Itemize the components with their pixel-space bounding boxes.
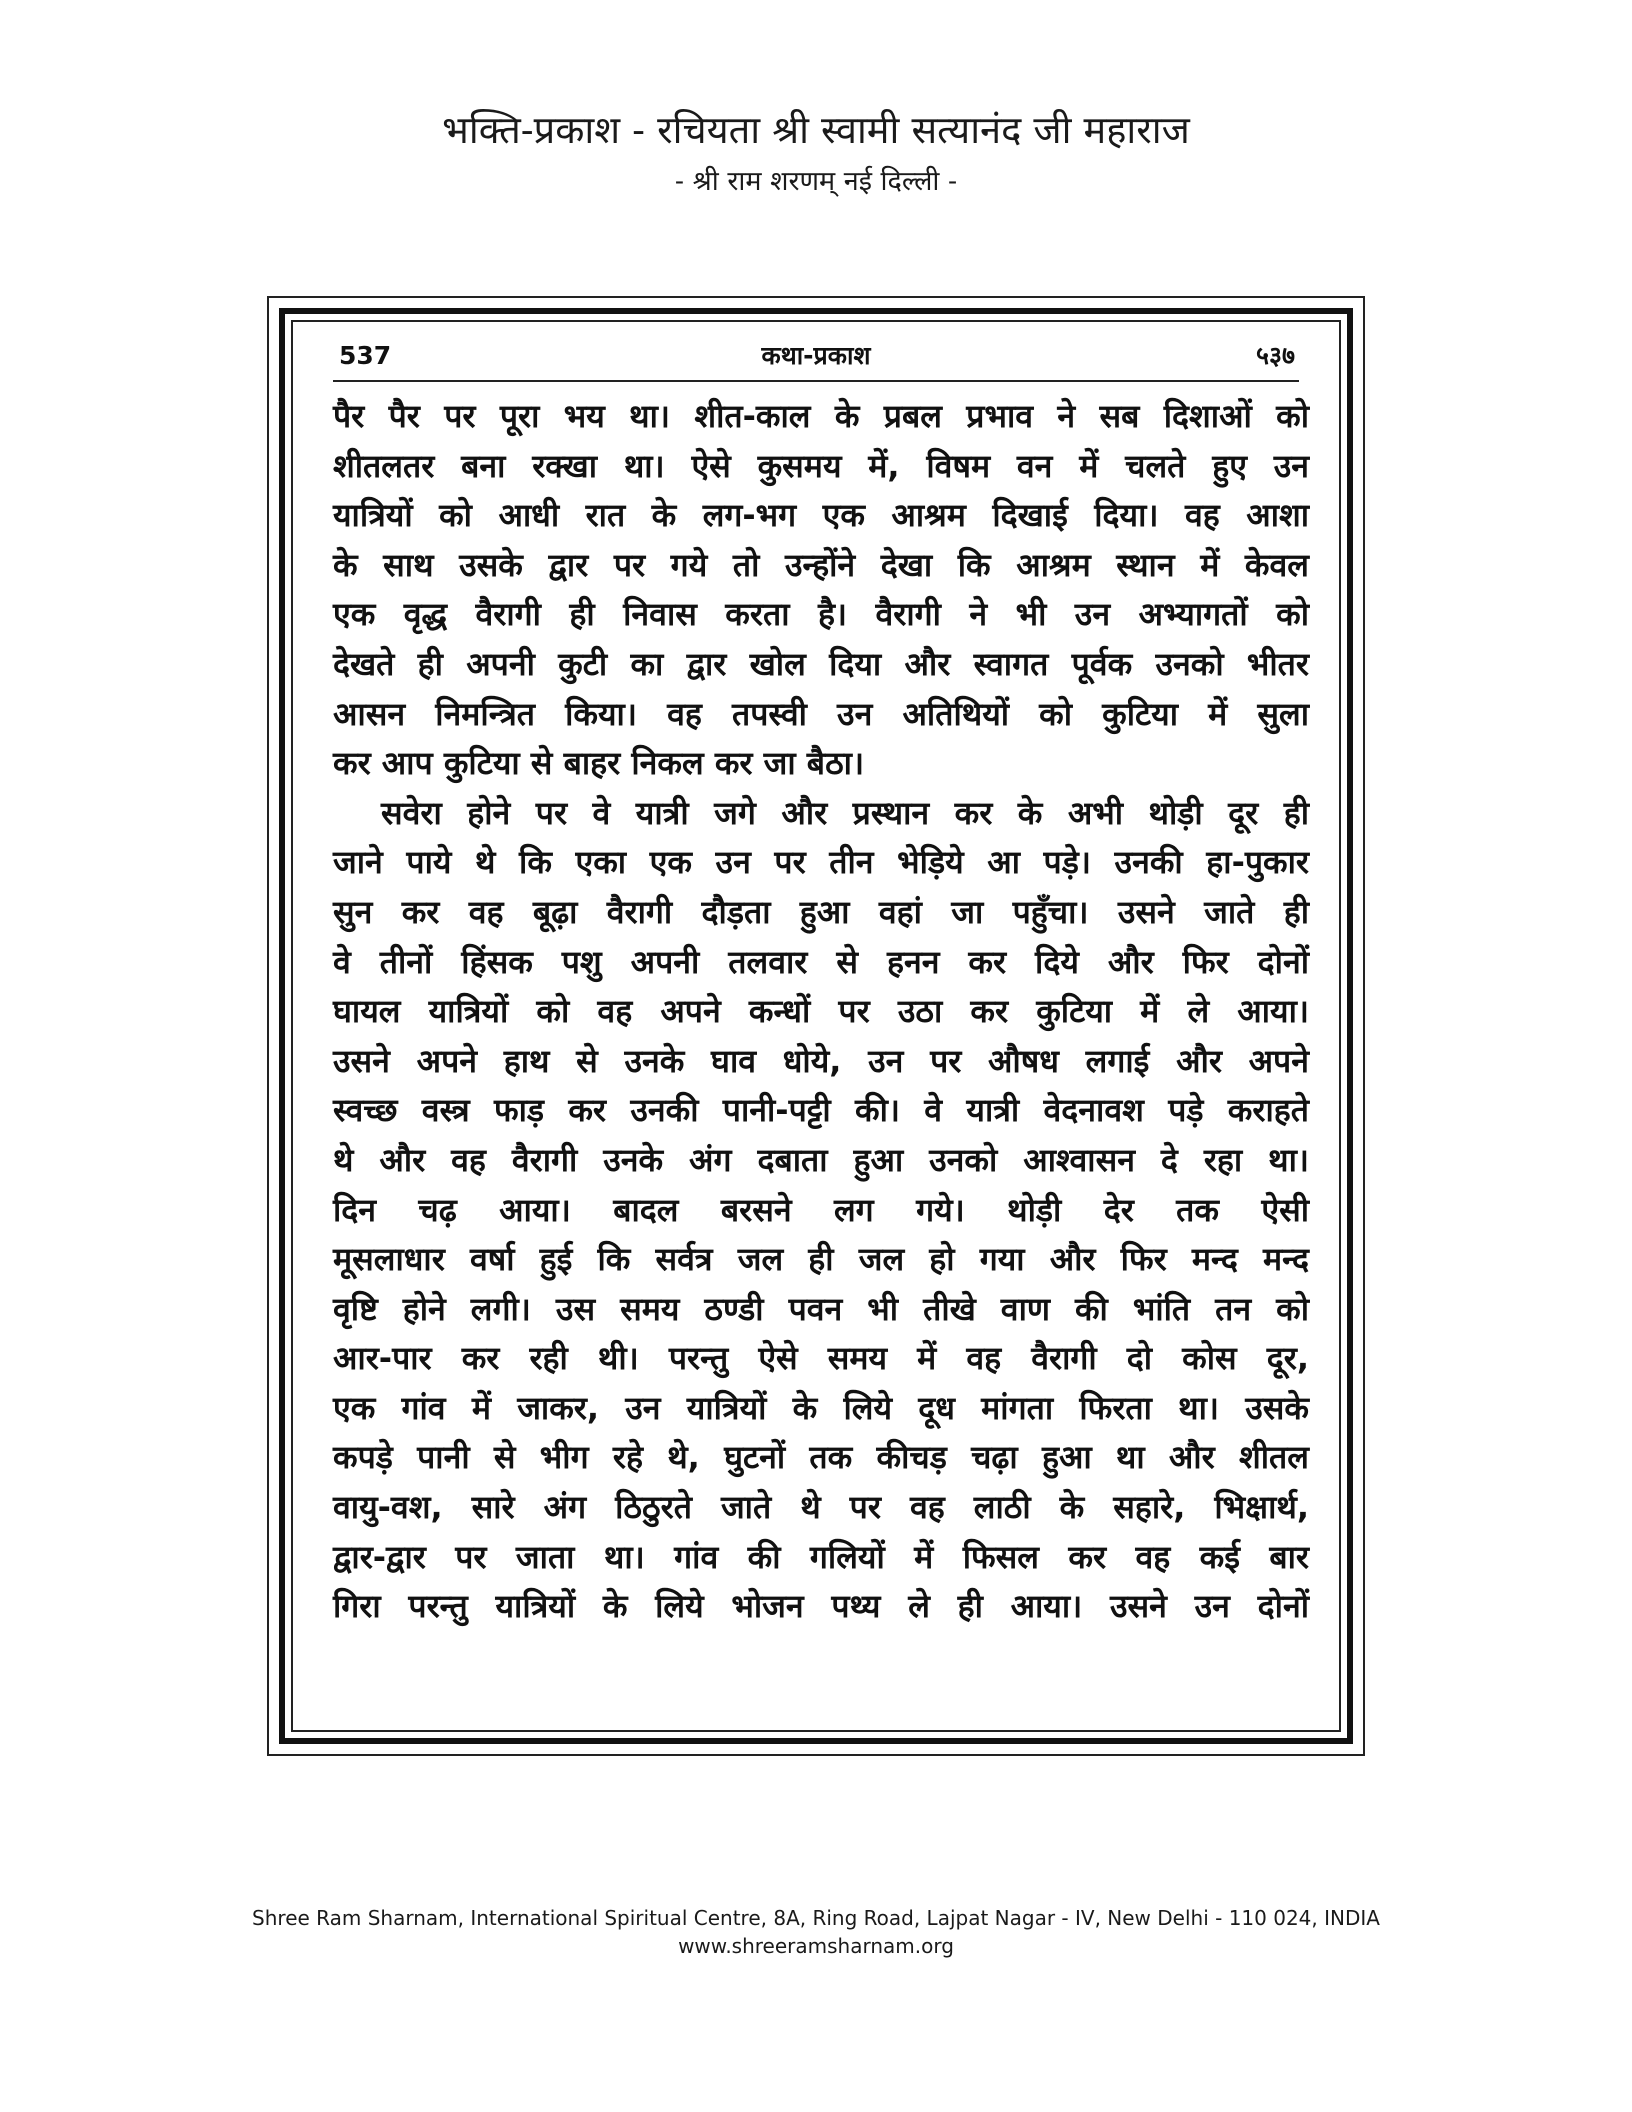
body-line: पैर पैर पर पूरा भय था। शीत-काल के प्रबल प्रभाव ने सब दिशाओं को	[333, 397, 1309, 435]
body-line: सवेरा होने पर वे यात्री जगे और प्रस्थान कर के अभी थोड़ी दूर ही	[381, 793, 1309, 832]
body-line: एक वृद्ध वैरागी ही निवास करता है। वैरागी ने भी उन अभ्यागतों को	[333, 595, 1309, 634]
body-line: मूसलाधार वर्षा हुई कि सर्वत्र जल ही जल हो गया और फिर मन्द मन्द	[333, 1240, 1309, 1279]
body-line: स्वच्छ वस्त्र फाड़ कर उनकी पानी-पट्टी की। वे यात्री वेदनावश पड़े कराहते	[333, 1091, 1309, 1130]
body-line: थे और वह वैरागी उनके अंग दबाता हुआ उनको आश्वासन दे रहा था।	[333, 1140, 1309, 1179]
body-line: के साथ उसके द्वार पर गये तो उन्होंने देखा कि आश्रम स्थान में केवल	[333, 545, 1309, 584]
body-line: आर-पार कर रही थी। परन्तु ऐसे समय में वह वैरागी दो कोस दूर,	[333, 1339, 1309, 1378]
body-line: यात्रियों को आधी रात के लग-भग एक आश्रम दिखाई दिया। वह आशा	[333, 496, 1309, 535]
body-line: शीतलतर बना रक्खा था। ऐसे कुसमय में, विषम वन में चलते हुए उन	[333, 446, 1309, 485]
body-line: जाने पाये थे कि एका एक उन पर तीन भेड़िये आ पड़े। उनकी हा-पुकार	[333, 843, 1309, 882]
body-line: वे तीनों हिंसक पशु अपनी तलवार से हनन कर दिये और फिर दोनों	[333, 942, 1309, 981]
page-number-arabic: 537	[339, 341, 392, 370]
document-header	[0, 104, 1632, 202]
page-frame	[267, 296, 1365, 1756]
body-line: सुन कर वह बूढ़ा वैरागी दौड़ता हुआ वहां जा पहुँचा। उसने जाते ही	[333, 892, 1309, 931]
footer-website: www.shreeramsharnam.org	[678, 1934, 954, 1958]
footer-address: Shree Ram Sharnam, International Spiritual Centre, 8A, Ring Road, Lajpat Nagar - IV, New Delhi - 110 024, INDIA	[252, 1906, 1380, 1930]
body-line: कपड़े पानी से भीग रहे थे, घुटनों तक कीचड़ चढ़ा हुआ था और शीतल	[333, 1438, 1309, 1477]
document-footer	[0, 1904, 1632, 1960]
body-line: वृष्टि होने लगी। उस समय ठण्डी पवन भी तीखे वाण की भांति तन को	[333, 1289, 1309, 1328]
body-line: वायु-वश, सारे अंग ठिठुरते जाते थे पर वह लाठी के सहारे, भिक्षार्थ,	[333, 1488, 1309, 1527]
publisher-subtitle: - श्री राम शरणम् नई दिल्ली -	[674, 166, 958, 197]
body-line: गिरा परन्तु यात्रियों के लिये भोजन पथ्य ले ही आया। उसने उन दोनों	[333, 1587, 1309, 1626]
page-number-devanagari: ५३७	[1255, 341, 1295, 370]
body-line: देखते ही अपनी कुटी का द्वार खोल दिया और स्वागत पूर्वक उनको भीतर	[333, 644, 1309, 683]
book-title: भक्ति-प्रकाश - रचियता श्री स्वामी सत्यानंद जी महाराज	[442, 108, 1190, 152]
body-line: कर आप कुटिया से बाहर निकल कर जा बैठा।	[333, 744, 865, 783]
page-content-box	[291, 320, 1341, 1732]
page-frame-inner-border	[279, 308, 1353, 1744]
body-text	[333, 392, 1309, 1632]
body-line: आसन निमन्त्रित किया। वह तपस्वी उन अतिथियों को कुटिया में सुला	[333, 694, 1309, 733]
body-line: द्वार-द्वार पर जाता था। गांव की गलियों में फिसल कर वह कई बार	[333, 1537, 1309, 1576]
body-line: उसने अपने हाथ से उनके घाव धोये, उन पर औषध लगाई और अपने	[333, 1041, 1309, 1080]
section-title: कथा-प्रकाश	[761, 341, 871, 370]
body-line: दिन चढ़ आया। बादल बरसने लग गये। थोड़ी देर तक ऐसी	[333, 1190, 1309, 1229]
page-running-header	[333, 336, 1299, 382]
body-line: घायल यात्रियों को वह अपने कन्धों पर उठा कर कुटिया में ले आया।	[333, 992, 1309, 1031]
body-line: एक गांव में जाकर, उन यात्रियों के लिये दूध मांगता फिरता था। उसके	[333, 1388, 1309, 1427]
